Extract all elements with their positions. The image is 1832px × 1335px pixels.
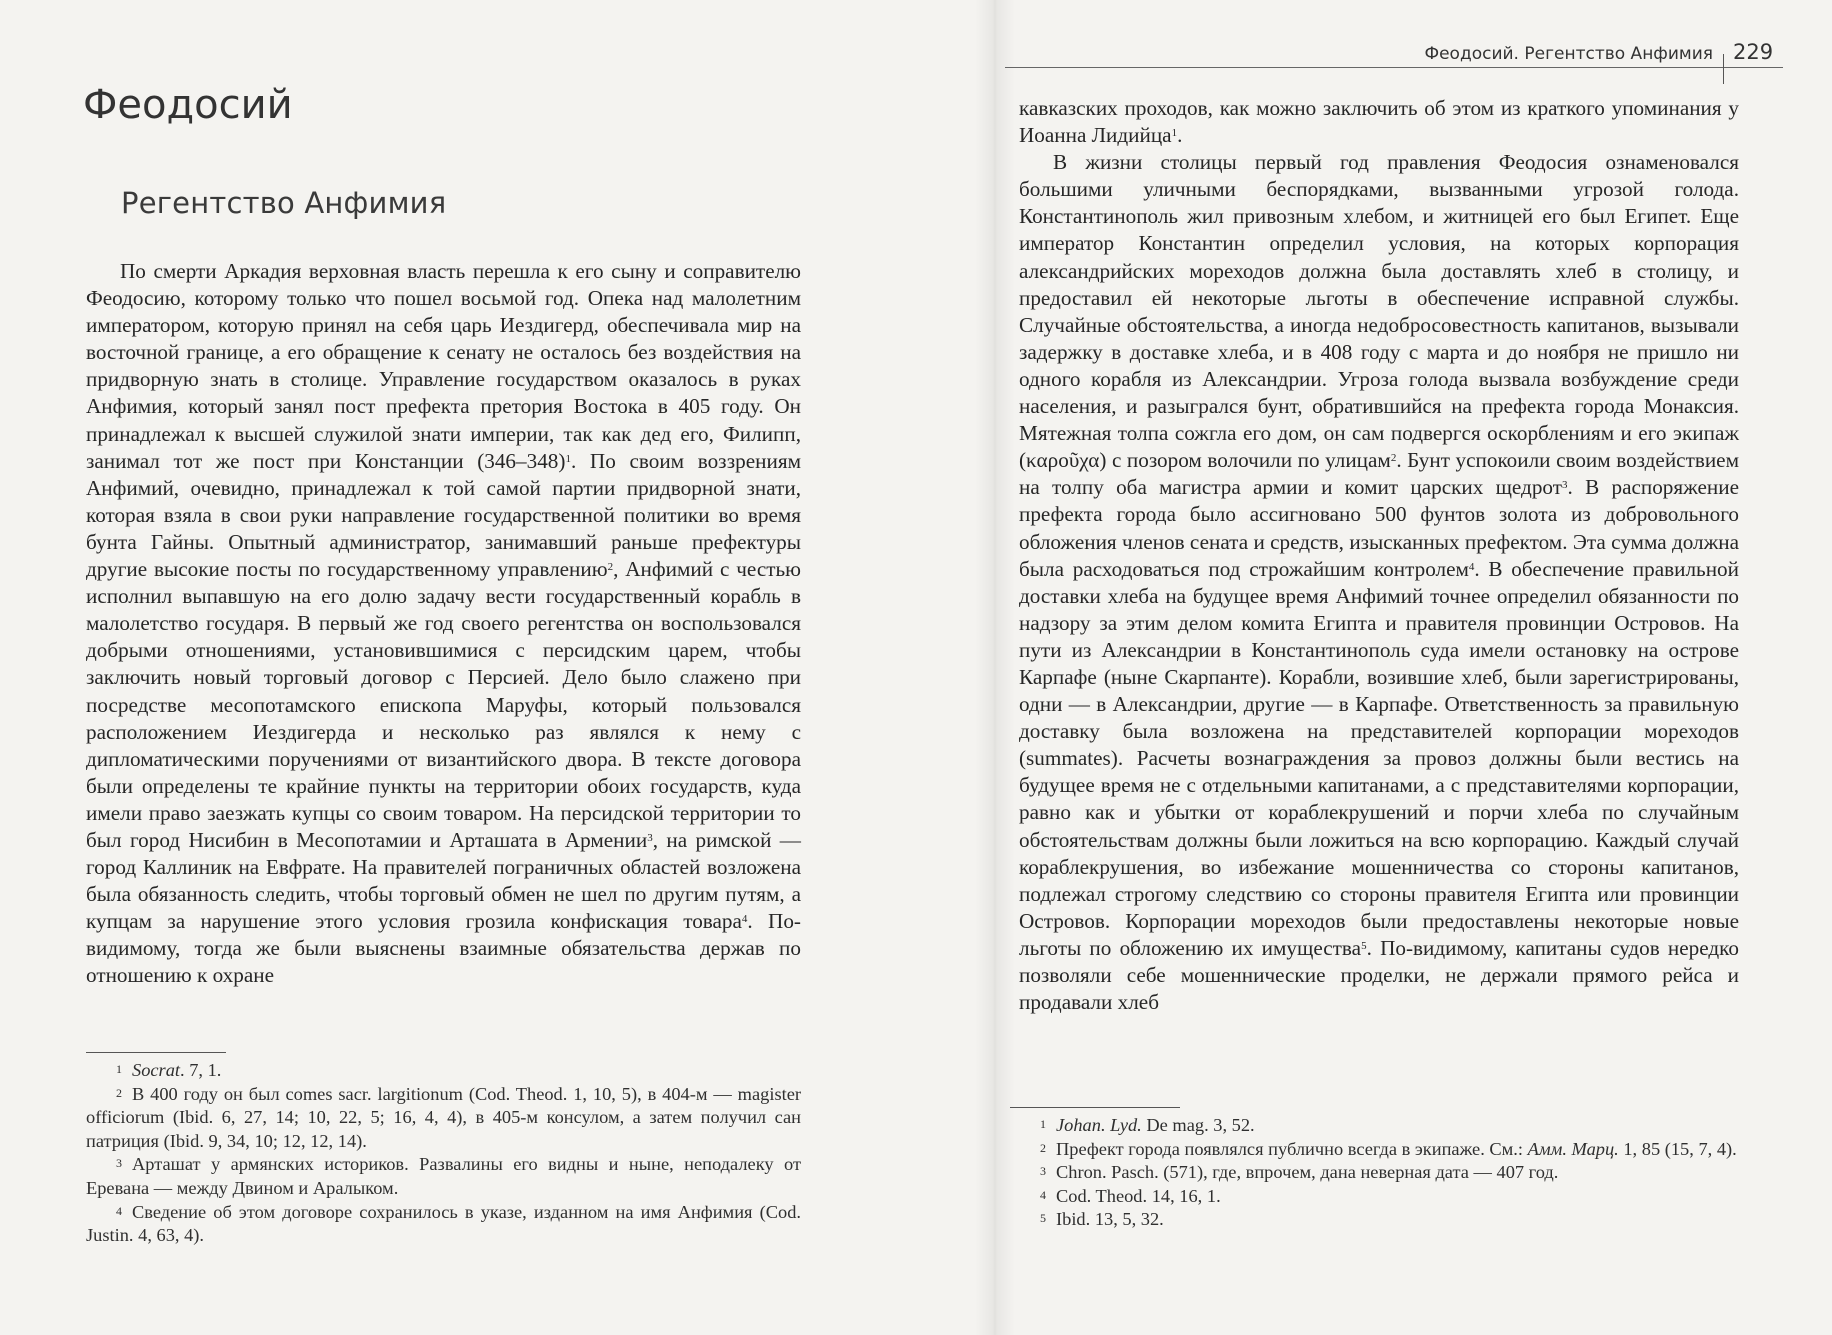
text-run: .	[1177, 123, 1183, 148]
running-head-rule	[1005, 67, 1783, 68]
footnote-number: 3	[116, 1156, 122, 1171]
text-run: Сведение об этом договоре сохранилось в указе, изданном на имя Анфимия (Cod. Justin. 4, 63, 4).	[86, 1201, 801, 1246]
running-head	[1005, 40, 1783, 68]
text-run: Арташат у армянских историков. Развалины его видны и ныне, неподалеку от Еревана — между Двином и Аралыком.	[86, 1154, 801, 1198]
body-paragraph	[1019, 95, 1739, 149]
footnote	[1010, 1185, 1739, 1209]
right-footnotes	[1010, 1114, 1739, 1232]
right-footnote-rule	[1010, 1107, 1180, 1108]
text-run: Префект города появлялся публично всегда в экипаже. См.:	[1056, 1138, 1528, 1159]
footnote-number: 2	[1040, 1140, 1046, 1155]
left-footnotes	[86, 1059, 801, 1248]
footnote	[1010, 1161, 1739, 1185]
footnote	[1010, 1138, 1739, 1162]
text-run: 1, 85 (15, 7, 4).	[1618, 1138, 1737, 1159]
footnote-number: 2	[116, 1085, 122, 1100]
text-run: De mag. 3, 52.	[1141, 1115, 1255, 1135]
text-run: В жизни столицы первый год правления Феодосия ознаменовался большими уличными беспорядками, вызванными угрозой голода. Константинополь жил привозным хлебом, и житницей его был Египет. Еще император Константин определил условия, на которых корпорация александрийских мореходов должна была доставлять хлеб в столицу, и предоставил ей некоторые льготы в обеспечение исправной службы. Случайные обстоятельства, а иногда недобросовестность капитанов, вызывали задержку в доставке хлеба, и в 408 году с марта и до ноября не пришло ни одного корабля из Александрии. Угроза голода вызвала возбуждение среди населения, и разыгрался бунт, обратившийся на префекта города Монаксия. Мятежная толпа сожгла его дом, он сам подвергся оскорблениям и его экипаж (καροῦχα) с позором волочили по улицам	[1019, 150, 1739, 473]
footnote-ref: 4	[1468, 560, 1475, 573]
page-number: 229	[1733, 40, 1774, 64]
footnote	[86, 1083, 801, 1154]
text-run: . По-видимому, капитаны судов нередко позволяли себе мошеннические проделки, не держали прямого рейса и продавали хлеб	[1019, 935, 1739, 1015]
footnote	[86, 1059, 801, 1083]
right-body-text	[1019, 95, 1739, 1016]
text-run: . По-видимому, тогда же были выяснены взаимные обязательства держав по отношению к охране	[86, 909, 801, 988]
footnote	[86, 1153, 801, 1200]
running-head-divider	[1723, 54, 1724, 84]
text-run: . Бунт успокоили своим воздействием на толпу оба магистра армии и комит царских щедрот	[1019, 448, 1739, 500]
text-run: . По своим воззрениям Анфимий, очевидно, принадлежал к той самой партии придворной знати, которая взяла в свои руки направление государственной политики во время бунта Гайны. Опытный администратор, занимавший раньше префектуры другие высокие посты по государственному управлению	[86, 448, 802, 582]
text-run: . 7, 1.	[180, 1060, 222, 1080]
footnote	[1010, 1208, 1739, 1232]
footnote-ref: 3	[647, 831, 653, 844]
footnote	[1010, 1114, 1739, 1138]
chapter-title: Феодосий	[83, 82, 293, 128]
footnote-number: 1	[1040, 1117, 1046, 1131]
text-run: Cod. Theod. 14, 16, 1.	[1056, 1185, 1221, 1206]
footnote-number: 3	[1040, 1164, 1046, 1179]
right-page	[1005, 0, 1832, 1335]
body-paragraph	[86, 258, 801, 990]
footnote-ref: 1	[1171, 127, 1178, 140]
left-body-text	[86, 258, 801, 990]
running-head-text: Феодосий. Регентство Анфимия	[1424, 44, 1713, 64]
footnote-number: 4	[1040, 1187, 1046, 1202]
text-run: . В обеспечение правильной доставки хлеба на будущее время Анфимий точнее определил обязанности по надзору за этим делом комита Египта и правителя провинции Островов. На пути из Александрии в Константинополь суда имели остановку на острове Карпафе (ныне Скарпанте). Корабли, возившие хлеб, были зарегистрированы, одни — в Александрии, другие — в Карпафе. Ответственность за правильную доставку была возложена на представителей корпорации мореходов (summates). Расчеты вознаграждения за провоз должны были вестись на будущее время не с отдельными капитанами, а с представителями корпорации, равно как и убытки от кораблекрушений и порчи хлеба по случайным обстоятельствам должны были ложиться на всю корпорацию. Каждый случай кораблекрушения, во избежание мошенничества со стороны капитанов, подлежал строгому следствию со стороны правителя Египта или провинции Островов. Корпорации мореходов были предоставлены некоторые новые льготы по обложению их имущества	[1019, 556, 1739, 960]
footnote-ref: 5	[1361, 939, 1367, 952]
italic-text: Амм. Марц.	[1527, 1138, 1619, 1159]
text-run: В 400 году он был comes sacr. largitionum (Cod. Theod. 1, 10, 5), в 404-м — magister officiorum (Ibid. 6, 27, 14; 10, 22, 5; 16, 4, 4), в 405-м консулом, а затем получил сан патриция (Ibid. 9, 34, 10; 12, 12, 14).	[86, 1083, 801, 1151]
text-run: , Анфимий с честью исполнил выпавшую на его долю задачу вести государственный корабль в малолетство государя. В первый же год своего регентства он воспользовался добрыми отношениями, установившимися с персидским царем, чтобы заключить новый торговый договор с Персией. Дело было слажено при посредстве месопотамского епископа Маруфы, который пользовался расположением Иездигерда и несколько раз являлся к нему с дипломатическими поручениями от византийского двора. В тексте договора были определены те крайние пункты на территории обоих государств, куда имели право заезжать купцы со своим товаром. На персидской территории то был город Нисибин в Месопотамии и Арташата в Армении	[86, 557, 801, 852]
section-title: Регентство Анфимия	[121, 186, 447, 220]
footnote-number: 4	[116, 1203, 122, 1218]
text-run: Ibid. 13, 5, 32.	[1056, 1209, 1164, 1230]
footnote-ref: 4	[741, 913, 748, 926]
body-paragraph	[1019, 149, 1739, 1016]
italic-text: Johan. Lyd.	[1056, 1115, 1142, 1135]
text-run: кавказских проходов, как можно заключить об этом из краткого упоминания у Иоанна Лидийца	[1019, 96, 1739, 148]
footnote	[86, 1201, 801, 1248]
text-run: По смерти Аркадия верховная власть перешла к его сыну и соправителю Феодосию, которому только что пошел восьмой год. Опека над малолетним императором, которую принял на себя царь Иездигерд, обеспечивала мир на восточной границе, а его обращение к сенату не осталось без воздействия на придворную знать в столице. Управление государством оказалось в руках Анфимия, который занял пост префекта претория Востока в 405 году. Он принадлежал к высшей служилой знати империи, так как дед его, Филипп, занимал тот же пост при Констанции (346–348)	[86, 259, 801, 473]
footnote-ref: 2	[607, 561, 614, 574]
text-run: . В распоряжение префекта города было ассигновано 500 фунтов золота из добровольного обложения членов сената и средств, изысканных префектом. Эта сумма должна была расходоваться под строжайшим контролем	[1019, 475, 1739, 581]
footnote-number: 1	[116, 1062, 122, 1076]
footnote-number: 5	[1040, 1211, 1046, 1226]
left-footnote-rule	[86, 1052, 226, 1053]
footnote-ref: 2	[1390, 452, 1397, 465]
footnote-ref: 1	[565, 452, 571, 465]
text-run: Chron. Pasch. (571), где, впрочем, дана неверная дата — 407 год.	[1056, 1162, 1559, 1183]
footnote-ref: 3	[1562, 479, 1568, 492]
text-run: , на римской — город Каллиник на Евфрате. На правителей пограничных областей возложена была обязанность следить, чтобы торговый обмен не шел по другим путям, а купцам за нарушение этого условия грозила конфискация товара	[86, 827, 801, 934]
italic-text: Socrat	[132, 1060, 181, 1080]
